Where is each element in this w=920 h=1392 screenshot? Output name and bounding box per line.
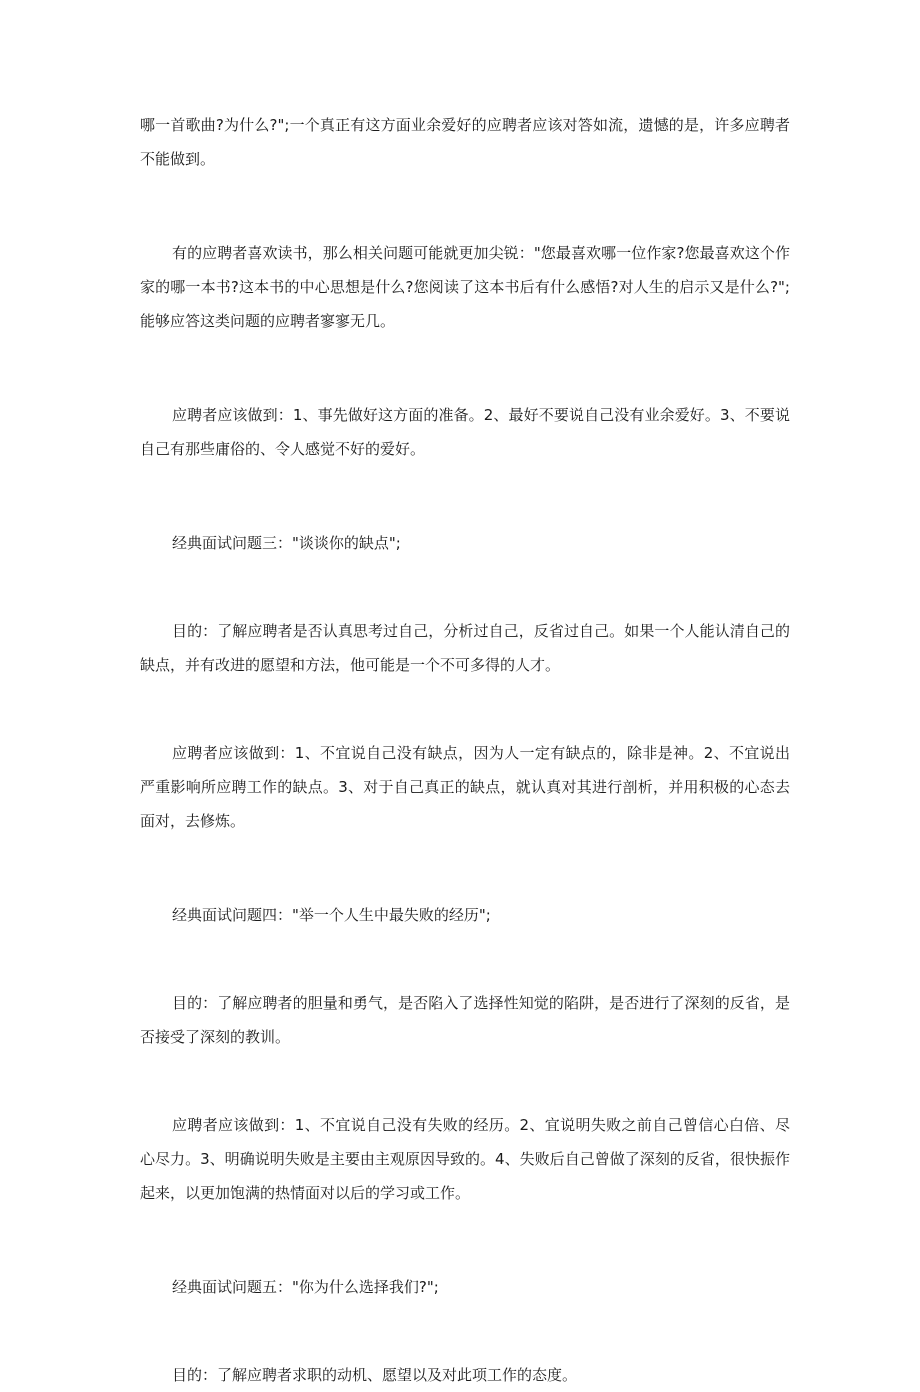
paragraph-question-three-purpose: 目的：了解应聘者是否认真思考过自己，分析过自己，反省过自己。如果一个人能认清自己的缺点，并有改进的愿望和方法，他可能是一个不可多得的人才。	[140, 622, 790, 674]
paragraph-hobby-song-continuation: 哪一首歌曲?为什么?";一个真正有这方面业余爱好的应聘者应该对答如流，遗憾的是，许多应聘者不能做到。	[140, 116, 790, 168]
paragraph-reading-questions: 有的应聘者喜欢读书，那么相关问题可能就更加尖锐："您最喜欢哪一位作家?您最喜欢这个作家的哪一本书?这本书的中心思想是什么?您阅读了这本书后有什么感悟?对人生的启示又是什么?";能够应答这类问题的应聘者寥寥无几。	[140, 244, 790, 330]
paragraph-question-four-purpose: 目的：了解应聘者的胆量和勇气，是否陷入了选择性知觉的陷阱，是否进行了深刻的反省，是否接受了深刻的教训。	[140, 994, 790, 1046]
heading-question-four: 经典面试问题四："举一个人生中最失败的经历";	[172, 906, 491, 924]
paragraph-question-four-advice: 应聘者应该做到：1、不宜说自己没有失败的经历。2、宜说明失败之前自己曾信心白倍、尽心尽力。3、明确说明失败是主要由主观原因导致的。4、失败后自己曾做了深刻的反省，很快振作起来，以更加饱满的热情面对以后的学习或工作。	[140, 1116, 790, 1202]
heading-question-three: 经典面试问题三："谈谈你的缺点";	[172, 534, 401, 552]
paragraph-question-five-purpose: 目的：了解应聘者求职的动机、愿望以及对此项工作的态度。	[172, 1366, 578, 1384]
paragraph-hobby-advice: 应聘者应该做到：1、事先做好这方面的准备。2、最好不要说自己没有业余爱好。3、不要说自己有那些庸俗的、令人感觉不好的爱好。	[140, 406, 790, 458]
heading-question-five: 经典面试问题五："你为什么选择我们?";	[172, 1278, 439, 1296]
paragraph-question-three-advice: 应聘者应该做到：1、不宜说自己没有缺点，因为人一定有缺点的，除非是神。2、不宜说出严重影响所应聘工作的缺点。3、对于自己真正的缺点，就认真对其进行剖析，并用积极的心态去面对，去修炼。	[140, 744, 790, 830]
document-page	[140, 108, 790, 1392]
